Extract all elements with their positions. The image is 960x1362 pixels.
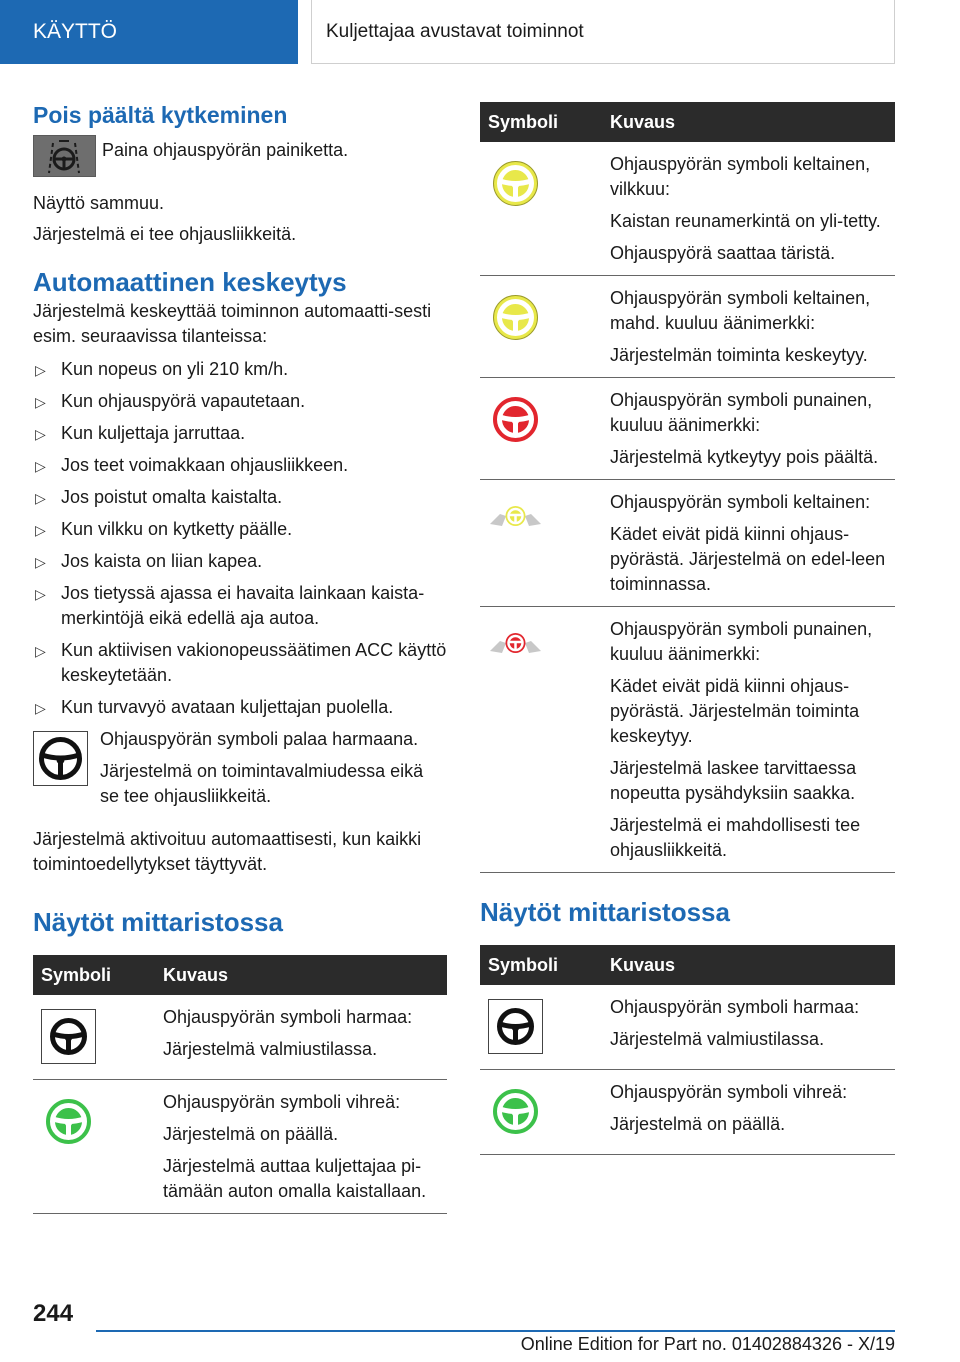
bullet-text: Kun vilkku on kytketty päälle. [61,519,293,539]
bullet-triangle-icon: ▷ [35,490,46,506]
bullet-item [33,453,447,478]
symbol-cell [480,985,602,1070]
symbol-cell [480,480,602,607]
description-line: Ohjauspyörän symboli keltainen: [610,492,871,512]
reactivate-paragraph: Järjestelmä aktivoituu automaattisesti, kun kaikki toimintoedellytykset täyttyvät. [33,829,422,874]
table-row [480,378,895,480]
bullet-triangle-icon: ▷ [35,586,46,602]
description-line: Ohjauspyörän symboli harmaa: [163,1007,413,1027]
table-row [33,1080,447,1214]
bullet-text: Jos poistut omalta kaistalta. [61,487,283,507]
bullet-triangle-icon: ▷ [35,554,46,570]
description-cell [602,985,895,1070]
symbol-cell [33,995,155,1080]
bullet-text: Jos kaista on liian kapea. [61,551,263,571]
bullet-text: Kun aktiivisen vakionopeussäätimen ACC käyttö keskeytetään. [61,640,447,685]
description-line: Ohjauspyörän symboli vihreä: [163,1092,401,1112]
steering-wheel-grey-icon [33,995,155,1079]
description-line: Järjestelmä on päällä. [163,1124,339,1144]
description-line: Kädet eivät pidä kiinni ohjaus-pyörästä. Järjestelmä on edel-leen toiminnassa. [610,524,886,594]
description-cell [602,276,895,378]
table-row [480,1070,895,1155]
bullet-item [33,485,447,510]
description-line: Järjestelmä valmiustilassa. [163,1039,378,1059]
bullet-item [33,638,447,688]
description-line: Ohjauspyörän symboli keltainen, mahd. kuuluu äänimerkki: [610,288,871,333]
description-cell [155,995,447,1080]
steering-wheel-yellow-icon [480,142,602,226]
bullet-item [33,421,447,446]
grey-symbol-note [33,727,447,809]
table-row [480,276,895,378]
bullet-text: Jos teet voimakkaan ohjausliikkeen. [61,455,349,475]
description-line: Ohjauspyörän symboli harmaa: [610,997,860,1017]
symbol-cell [480,378,602,480]
bullet-text: Kun nopeus on yli 210 km/h. [61,359,289,379]
bullet-item [33,357,447,382]
page-number: 244 [33,1300,74,1327]
hands-off-red-icon [480,607,602,676]
symbol-table-right-2 [480,945,895,1155]
description-line: Ohjauspyörän symboli keltainen, vilkkuu: [610,154,871,199]
bullet-list [33,357,447,720]
col-desc-header: Kuvaus [602,945,895,985]
off-text: Paina ohjauspyörän painiketta. [102,140,349,160]
bullet-text: Jos tietyssä ajassa ei havaita lainkaan kaista-merkintöjä eikä edellä aja autoa. [61,583,425,628]
col-symbol-header: Symboli [480,945,602,985]
bullet-item [33,517,447,542]
table-row [33,995,447,1080]
symbol-table-right-1 [480,102,895,873]
description-line: Järjestelmä laskee tarvittaessa nopeutta pysähdyksiin saakka. [610,758,857,803]
description-line: Järjestelmä auttaa kuljettajaa pi-tämään auton omalla kaistallaan. [163,1156,427,1201]
table-row [480,142,895,276]
bullet-triangle-icon: ▷ [35,362,46,378]
off-heading: Pois päältä kytkeminen [33,102,288,128]
bullet-item [33,581,447,631]
bullet-text: Kun turvavyö avataan kuljettajan puolella. [61,697,394,717]
description-line: Järjestelmä kytkeytyy pois päältä. [610,447,879,467]
description-line: Ohjauspyörän symboli punainen, kuuluu äänimerkki: [610,619,873,664]
bullet-text: Kun ohjauspyörä vapautetaan. [61,391,306,411]
steering-wheel-grey-icon [33,731,88,786]
right-column [480,102,895,1155]
description-cell [602,1070,895,1155]
description-line: Ohjauspyörä saattaa täristä. [610,243,836,263]
edition-text: Online Edition for Part no. 01402884326 - X/19 [520,1334,895,1354]
steering-wheel-green-icon [480,1070,602,1154]
hands-off-yellow-icon [480,480,602,549]
bullet-item [33,695,447,720]
description-cell [602,378,895,480]
bullet-triangle-icon: ▷ [35,643,46,659]
table-row [480,607,895,873]
display-heading-right: Näytöt mittaristossa [480,897,730,927]
description-line: Järjestelmän toiminta keskeytyy. [610,345,868,365]
description-line: Ohjauspyörän symboli punainen, kuuluu äänimerkki: [610,390,873,435]
footer-rule [96,1330,895,1332]
description-line: Järjestelmä ei mahdollisesti tee ohjausliikkeitä. [610,815,861,860]
col-symbol-header: Symboli [480,102,602,142]
bullet-item [33,549,447,574]
section-tab [0,0,298,64]
description-line: Kaistan reunamerkintä on yli-tetty. [610,211,881,231]
description-line: Kädet eivät pidä kiinni ohjaus-pyörästä. Järjestelmän toiminta keskeytyy. [610,676,860,746]
table-row [480,985,895,1070]
steering-wheel-green-icon [33,1080,155,1164]
col-desc-header: Kuvaus [155,955,447,995]
table-row [480,480,895,607]
off-instruction [33,138,447,177]
steering-wheel-red-icon [480,378,602,462]
symbol-cell [480,142,602,276]
auto-heading: Automaattinen keskeytys [33,267,347,297]
symbol-cell [480,1070,602,1155]
steering-wheel-grey-icon [480,985,602,1069]
description-cell [155,1080,447,1214]
description-line: Järjestelmä valmiustilassa. [610,1029,825,1049]
off-paragraph-2: Järjestelmä ei tee ohjausliikkeitä. [33,224,297,244]
steering-wheel-yellow-icon [480,276,602,360]
symbol-cell [480,607,602,873]
lane-button-icon [33,135,96,177]
section-title: KÄYTTÖ [33,20,118,43]
auto-intro: Järjestelmä keskeyttää toiminnon automaatti-sesti esim. seuraavissa tilanteissa: [33,301,432,346]
description-line: Järjestelmä on päällä. [610,1114,786,1134]
symbol-table-left [33,955,447,1214]
bullet-triangle-icon: ▷ [35,458,46,474]
bullet-item [33,389,447,414]
description-cell [602,607,895,873]
grey-paragraph-1: Ohjauspyörän symboli palaa harmaana. [100,729,419,749]
bullet-triangle-icon: ▷ [35,394,46,410]
display-heading-left: Näytöt mittaristossa [33,907,283,937]
bullet-triangle-icon: ▷ [35,522,46,538]
description-line: Ohjauspyörän symboli vihreä: [610,1082,848,1102]
description-cell [602,480,895,607]
grey-paragraph-2: Järjestelmä on toimintavalmiudessa eikä se tee ohjausliikkeitä. [100,761,424,806]
symbol-cell [33,1080,155,1214]
description-cell [602,142,895,276]
bullet-text: Kun kuljettaja jarruttaa. [61,423,246,443]
col-desc-header: Kuvaus [602,102,895,142]
symbol-cell [480,276,602,378]
bullet-triangle-icon: ▷ [35,700,46,716]
chapter-title: Kuljettajaa avustavat toiminnot [326,20,584,42]
bullet-triangle-icon: ▷ [35,426,46,442]
off-paragraph-1: Näyttö sammuu. [33,193,165,213]
chapter-header [311,0,895,64]
left-column [33,100,447,1214]
col-symbol-header: Symboli [33,955,155,995]
